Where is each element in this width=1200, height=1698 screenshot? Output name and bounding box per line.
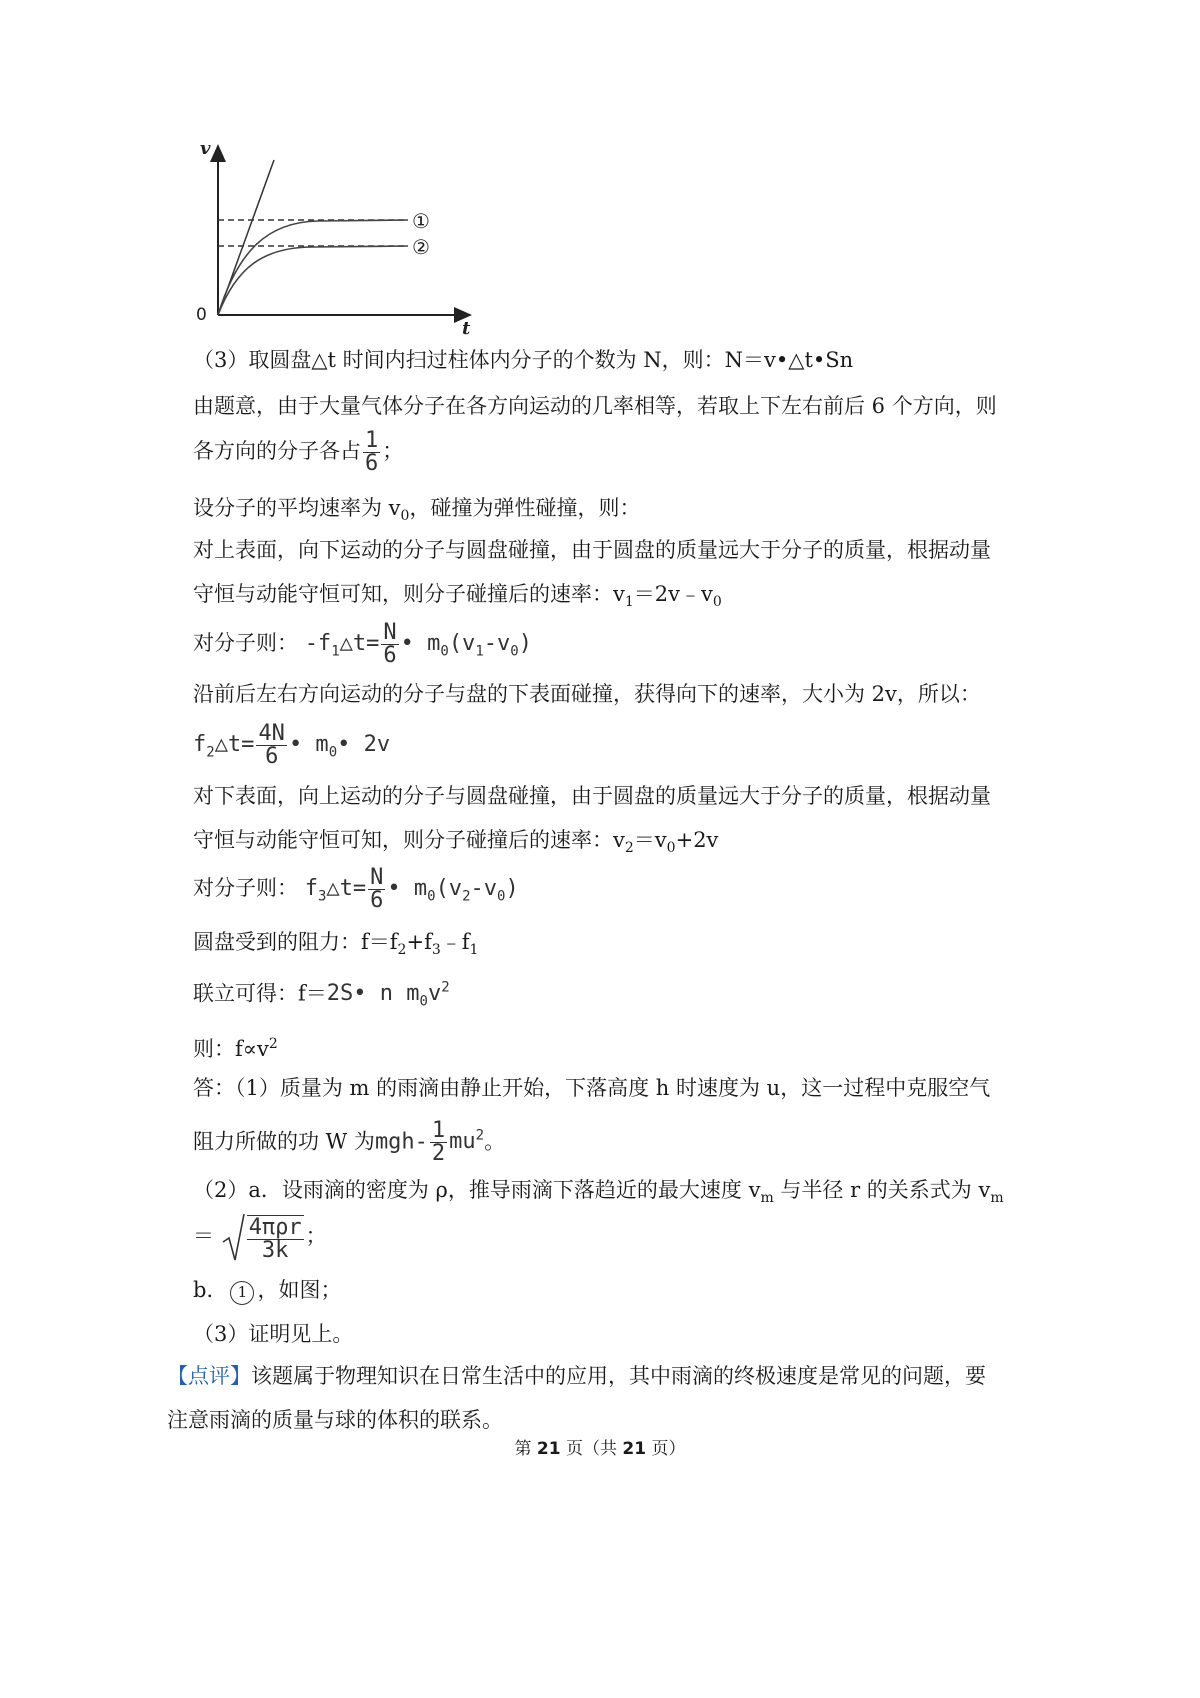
one-sixth-fraction: $\frac{1}{6}$	[365, 428, 379, 476]
probability-line-2: 各方向的分子各占 $\frac{1}{6}$ ；	[193, 428, 404, 476]
combined-result-line: 联立可得：f＝2S• n $m_0v^2$	[193, 980, 450, 1010]
page-footer: 第 21 页（共 21 页）	[514, 1439, 686, 1459]
answer-2a-line-1: （2）a．设雨滴的密度为 ρ，推导雨滴下落趋近的最大速度 $v_m$ 与半径 r 的关系式为 $v_m$	[193, 1178, 1004, 1207]
curve-2-label: ②	[412, 235, 430, 259]
velocity-time-graph	[196, 138, 508, 370]
upper-surface-line-1: 对上表面，向下运动的分子与圆盘碰撞，由于圆盘的质量远大于分子的质量，根据动量	[193, 538, 991, 562]
equation-1: 对分子则： $-f_1\triangle t=$ $\frac{N}{6}$ • $m_0(v_1-v_0)$	[193, 620, 532, 668]
circled-one: 1	[230, 1281, 254, 1305]
sqrt-sign	[221, 1212, 245, 1264]
x-axis-label: t	[462, 318, 471, 339]
curve-1-label: ①	[412, 209, 430, 233]
lower-surface-line-1: 对下表面，向上运动的分子与圆盘碰撞，由于圆盘的质量远大于分子的质量，根据动量	[193, 784, 991, 808]
equation-3: 对分子则： $f_3\triangle t=$ $\frac{N}{6}$ • $m_0(v_2-v_0)$	[193, 865, 519, 913]
comment-line-1: 【点评】该题属于物理知识在日常生活中的应用，其中雨滴的终极速度是常见的问题，要	[167, 1364, 986, 1388]
y-axis-label: v	[200, 138, 211, 159]
answer-2a-line-2: ＝ $\frac{\text{4πρr}}{3k}$ ；	[193, 1210, 327, 1264]
resistance-line: 圆盘受到的阻力：$f=f_2+f_3﹣f_1$	[193, 930, 479, 959]
answer-1-line-1: 答：（1）质量为 m 的雨滴由静止开始，下落高度 h 时速度为 u，这一过程中克服空气	[193, 1076, 991, 1100]
answer-2b-line: b． 1 ，如图；	[193, 1278, 341, 1305]
lower-surface-line-2: 守恒与动能守恒可知，则分子碰撞后的速率：$v_2=v_0+2v$	[193, 828, 719, 857]
proportional-line: 则：$f\propto v^2$	[193, 1036, 278, 1061]
upper-surface-line-2: 守恒与动能守恒可知，则分子碰撞后的速率：$v_1=2v﹣v_0$	[193, 582, 722, 611]
equation-2: $f_2\triangle t=$ $\frac{4N}{6}$ • $m_0•$ 2v	[193, 721, 391, 769]
answer-3-line: （3）证明见上。	[193, 1322, 354, 1346]
part3-intro: （3）取圆盘△t 时间内扫过柱体内分子的个数为 N，则：N＝v•△t•Sn	[193, 348, 854, 372]
comment-tag: 【点评】	[167, 1364, 251, 1388]
comment-line-2: 注意雨滴的质量与球的体积的联系。	[167, 1408, 503, 1432]
origin-label: 0	[196, 305, 207, 325]
average-speed-line: 设分子的平均速率为 $v_0$，碰撞为弹性碰撞，则：	[193, 496, 641, 525]
answer-1-line-2: 阻力所做的功 W 为mgh- $\frac{1}{2}$ $mu^2$。	[193, 1118, 506, 1167]
side-collision-line: 沿前后左右方向运动的分子与盘的下表面碰撞，获得向下的速率，大小为 2v，所以：	[193, 682, 981, 706]
sqrt-expression: $\frac{\text{4πρr}}{3k}$	[221, 1211, 306, 1265]
probability-line-1: 由题意，由于大量气体分子在各方向运动的几率相等，若取上下左右前后 6 个方向，则	[193, 394, 997, 418]
